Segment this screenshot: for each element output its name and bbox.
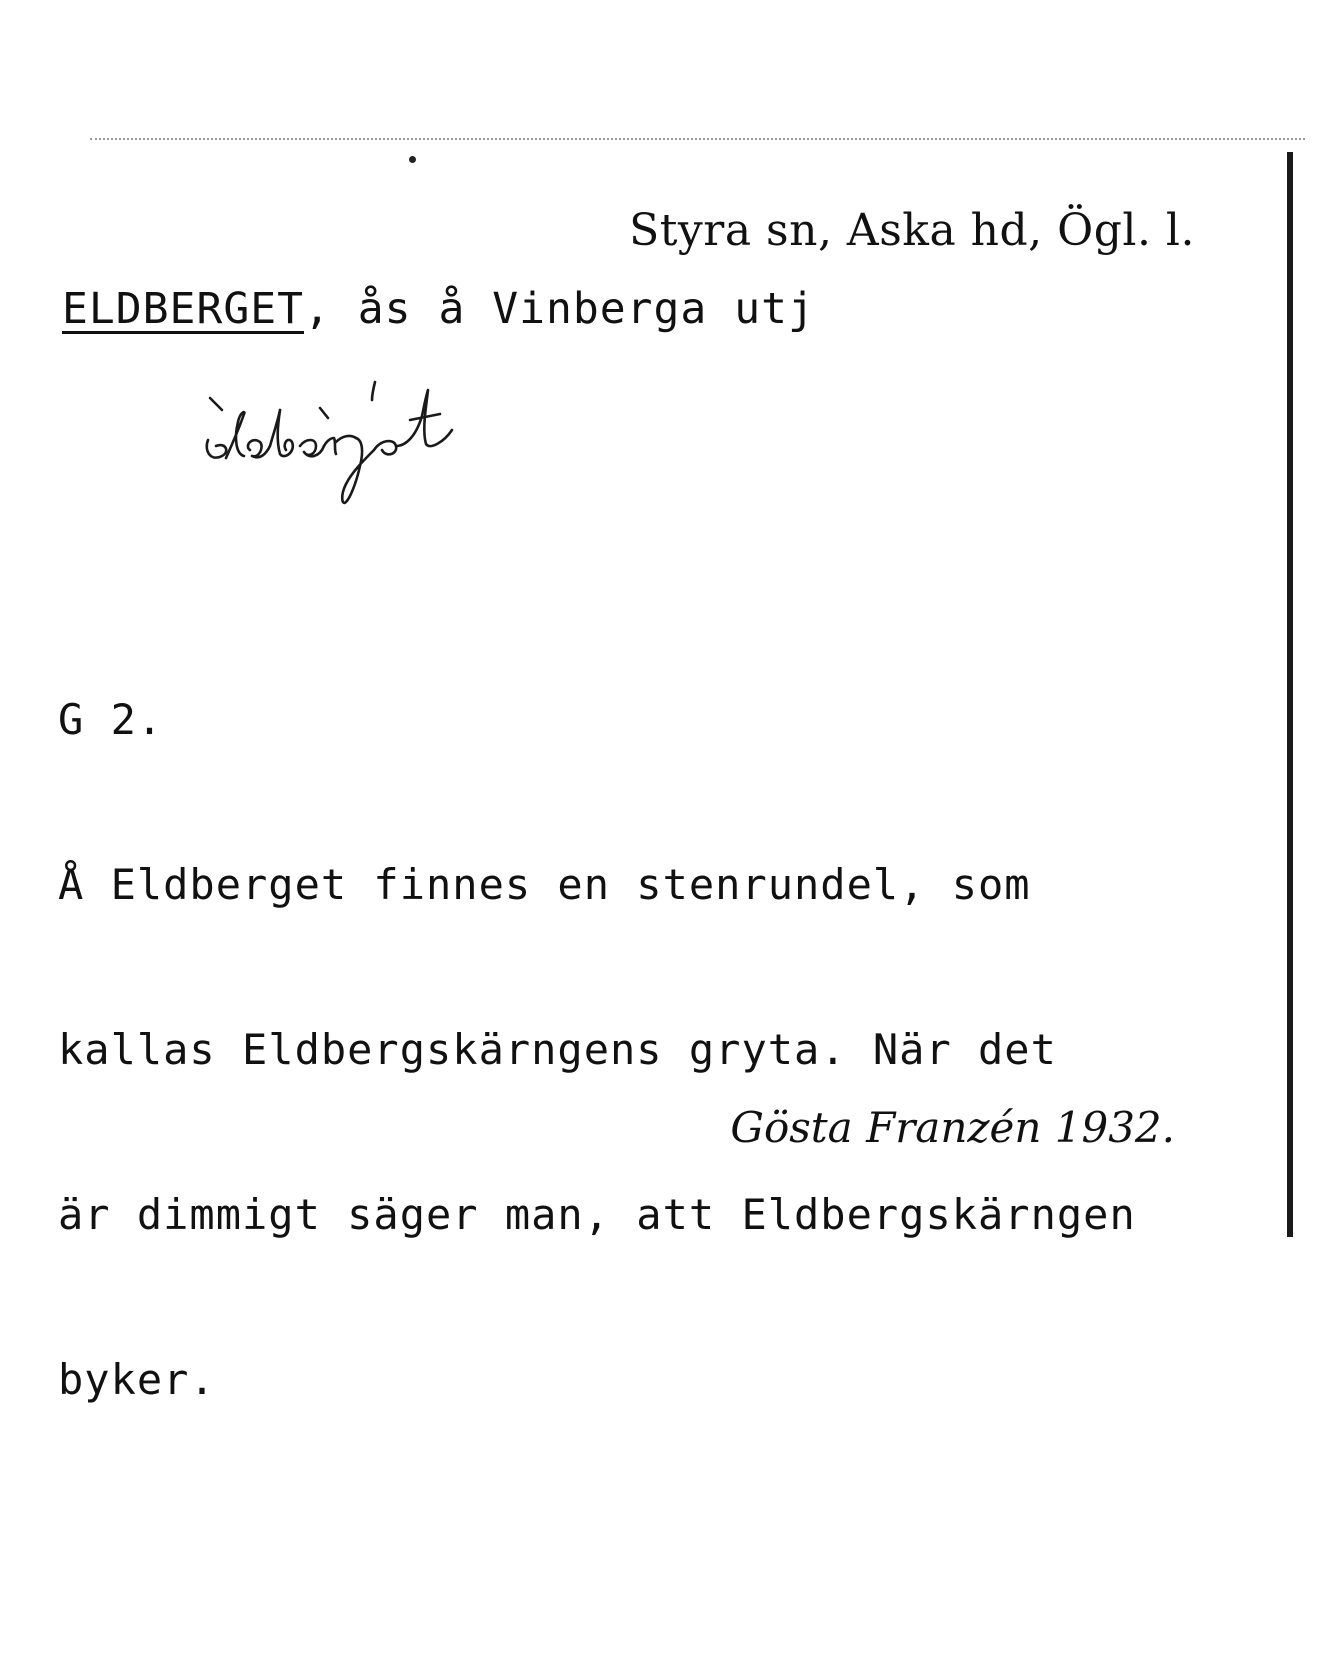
recorder-signature: Gösta Franzén 1932. [730,1103,1175,1152]
body-line: är dimmigt säger man, att Eldbergskärngen [58,1190,1136,1239]
card-body [58,582,1288,1517]
headword-line [62,284,815,334]
body-line: Å Eldberget finnes en stenrundel, som [58,860,1031,909]
body-line: kallas Eldbergskärngens gryta. När det [58,1025,1057,1074]
body-line-category: G 2. [58,695,164,744]
headword-description: , ås å Vinberga utj [304,284,815,334]
body-line: byker. [58,1355,216,1404]
ink-speck [409,156,416,163]
handwritten-pronunciation [200,380,540,510]
card-top-edge [90,138,1305,140]
headword: ELDBERGET [62,284,304,334]
location-header: Styra sn, Aska hd, Ögl. l. [629,205,1195,256]
